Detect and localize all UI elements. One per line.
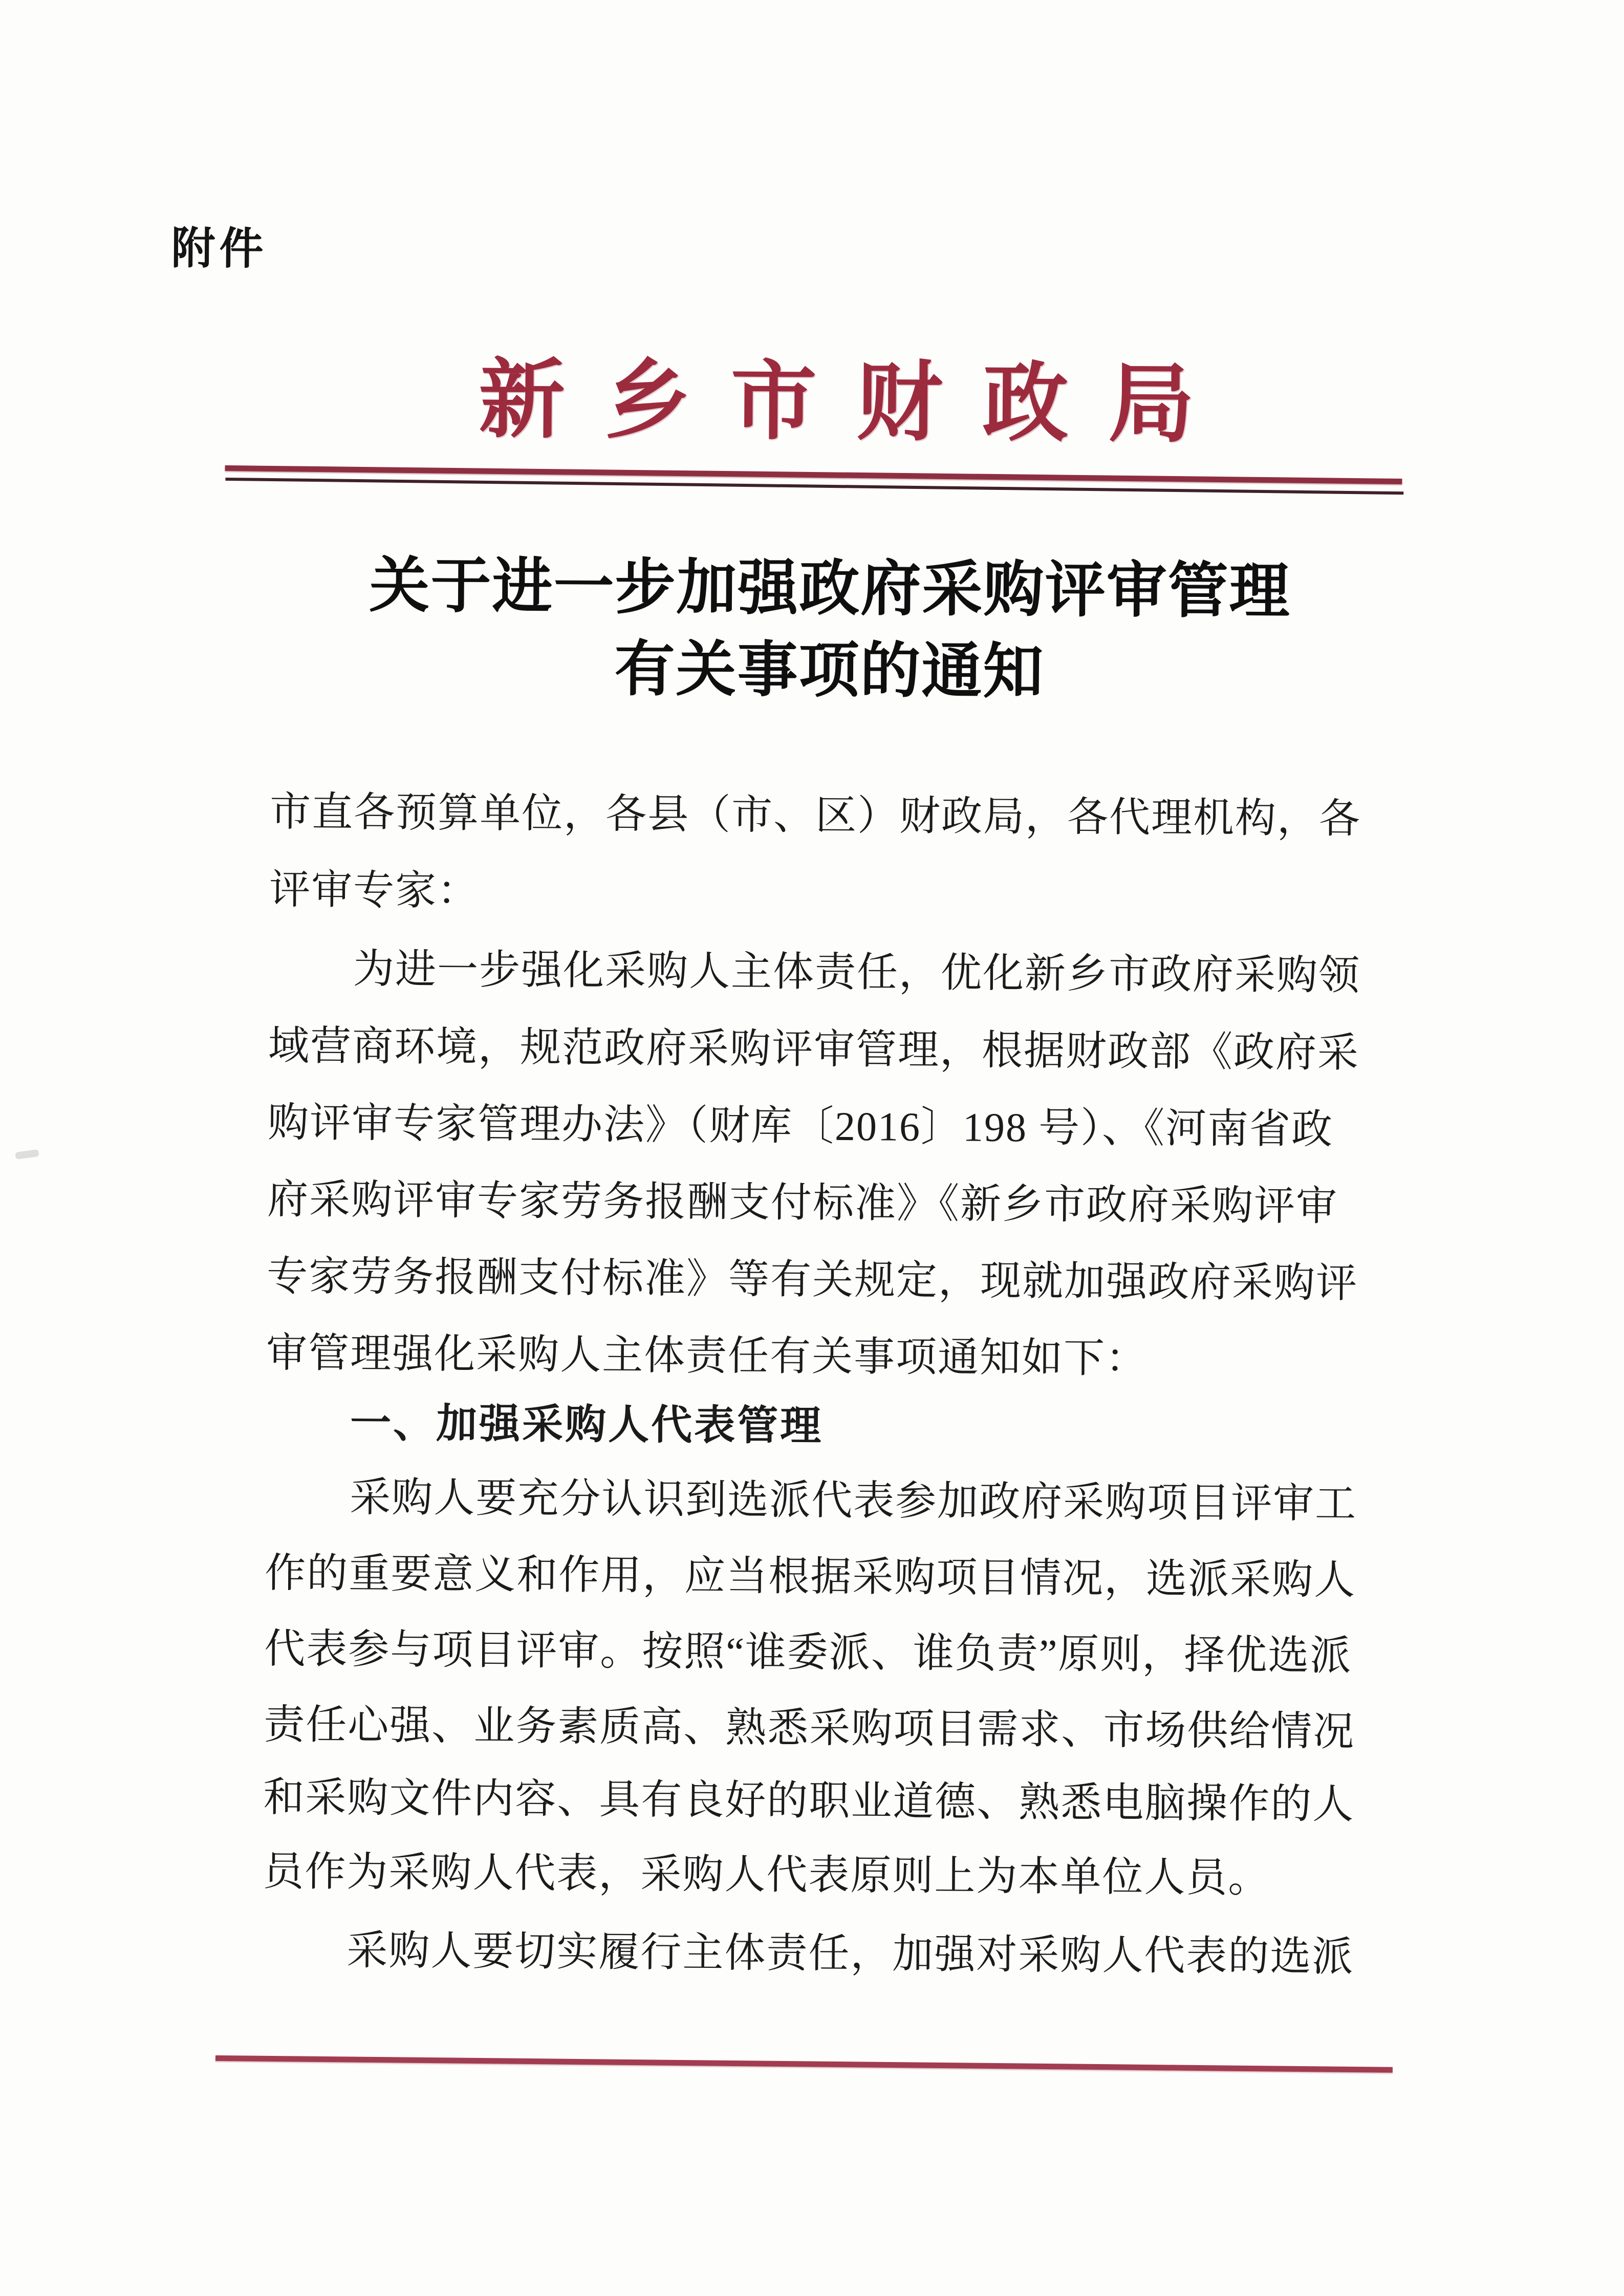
body-line: 作的重要意义和作用，应当根据采购项目情况，选派采购人: [264, 1551, 1356, 1603]
body-line: 和采购文件内容、具有良好的职业道德、熟悉电脑操作的人: [263, 1775, 1355, 1828]
body-line: 评审专家：: [269, 867, 480, 914]
footer-rule: [215, 2055, 1393, 2073]
attachment-label: 附件: [171, 224, 268, 274]
body-line: 采购人要切实履行主体责任，加强对采购人代表的选派: [347, 1928, 1354, 1980]
body-line: 市直各预算单位，各县（市、区）财政局，各代理机构，各: [269, 789, 1361, 842]
title-line-1: 关于进一步加强政府采购评审管理: [369, 552, 1291, 626]
body-line: 员作为采购人代表，采购人代表原则上为本单位人员。: [263, 1849, 1270, 1901]
body-line: 代表参与项目评审。按照“谁委派、谁负责”原则，择优选派: [264, 1626, 1352, 1679]
body-line: 域营商环境，规范政府采购评审管理，根据财政部《政府采: [268, 1023, 1360, 1076]
body-line: 采购人要充分认识到选派代表参加政府采购项目评审工: [349, 1475, 1357, 1527]
title-line-2: 有关事项的通知: [614, 635, 1045, 706]
body-line: 为进一步强化采购人主体责任，优化新乡市政府采购领: [353, 947, 1361, 999]
body-line: 责任心强、业务素质高、熟悉采购项目需求、市场供给情况: [264, 1702, 1355, 1755]
body-line: 购评审专家管理办法》（财库〔2016〕198 号）、《河南省政: [267, 1100, 1334, 1153]
body-line: 专家劳务报酬支付标准》等有关规定，现就加强政府采购评: [266, 1254, 1358, 1306]
body-line: 审管理强化采购人主体责任有关事项通知如下：: [266, 1331, 1148, 1382]
section-heading: 一、加强采购人代表管理: [350, 1400, 824, 1449]
agency-masthead: 新乡市财政局: [478, 353, 1235, 454]
body-line: 府采购评审专家劳务报酬支付标准》《新乡市政府采购评审: [267, 1177, 1338, 1230]
document-title: [0, 543, 1622, 717]
